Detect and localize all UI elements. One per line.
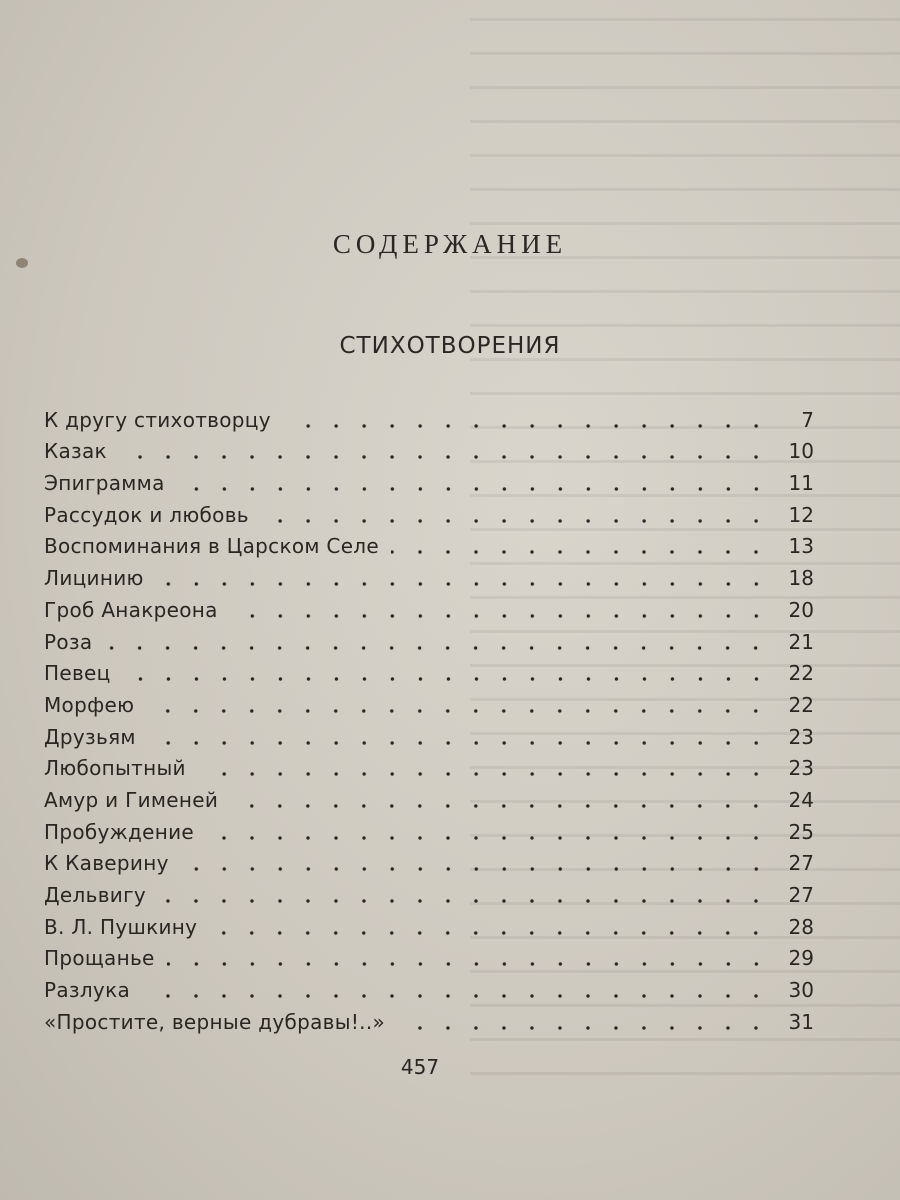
toc-entry-page: 11 (788, 471, 814, 496)
toc-entry-page: 18 (788, 566, 814, 591)
toc-entry-title: «Простите, верные дубравы!..» (44, 1009, 386, 1034)
toc-entry-title: Эпиграмма (44, 471, 165, 496)
dot-leader (123, 676, 770, 682)
dot-leader (146, 708, 770, 714)
table-of-contents (44, 400, 814, 1034)
toc-entry-page: 25 (788, 819, 814, 844)
toc-entry-title: Певец (44, 661, 111, 686)
dot-leader (119, 454, 770, 460)
toc-entry (44, 495, 814, 527)
toc-entry (44, 558, 814, 590)
toc-entry (44, 685, 814, 717)
dot-leader (206, 835, 770, 841)
dot-leader (177, 486, 770, 492)
toc-entry (44, 844, 814, 876)
toc-entry-title: Казак (44, 439, 107, 464)
dot-leader (397, 1025, 770, 1031)
dot-leader (148, 740, 770, 746)
toc-entry-page: 21 (788, 629, 814, 654)
toc-entry (44, 780, 814, 812)
toc-entry-page: 23 (788, 724, 814, 749)
toc-entry-page: 13 (788, 534, 814, 559)
toc-entry (44, 875, 814, 907)
toc-entry-title: К Каверину (44, 851, 169, 876)
toc-entry (44, 970, 814, 1002)
toc-entry (44, 812, 814, 844)
toc-entry-page: 10 (788, 439, 814, 464)
toc-entry (44, 432, 814, 464)
toc-entry-title: Воспоминания в Царском Селе (44, 534, 379, 559)
toc-entry-title: Прощанье (44, 946, 155, 971)
dot-leader (142, 993, 770, 999)
toc-entry (44, 654, 814, 686)
dot-leader (104, 645, 770, 651)
dot-leader (391, 549, 770, 555)
dot-leader (167, 961, 770, 967)
dot-leader (261, 518, 770, 524)
toc-entry-title: Амур и Гименей (44, 787, 219, 812)
toc-entry-page: 22 (788, 692, 814, 717)
dot-leader (230, 803, 770, 809)
toc-entry-page: 27 (788, 883, 814, 907)
toc-entry-page: 20 (788, 597, 814, 622)
toc-entry-page: 30 (788, 978, 814, 1003)
contents-heading: СОДЕРЖАНИЕ (332, 229, 568, 259)
section-heading: СТИХОТВОРЕНИЯ (339, 333, 561, 359)
toc-entry-page: 12 (788, 502, 814, 527)
toc-entry-title: Роза (44, 629, 93, 654)
toc-entry-page: 24 (788, 787, 814, 812)
toc-entry-title: Рассудок и любовь (44, 502, 249, 527)
toc-entry (44, 907, 814, 939)
toc-entry-title: В. Л. Пушкину (44, 914, 198, 939)
dot-leader (283, 423, 770, 429)
toc-entry-title: Разлука (44, 978, 131, 1003)
toc-entry (44, 717, 814, 749)
toc-entry-title: Гроб Анакреона (44, 597, 218, 622)
toc-entry (44, 590, 814, 622)
dot-leader (156, 581, 770, 587)
toc-entry-page: 29 (788, 946, 814, 971)
dot-leader (181, 866, 770, 872)
toc-entry-page: 27 (788, 851, 814, 876)
toc-entry-title: Пробуждение (44, 819, 194, 844)
toc-entry-title: Морфею (44, 692, 135, 717)
toc-entry (44, 1002, 814, 1034)
toc-entry (44, 622, 814, 654)
toc-entry (44, 463, 814, 495)
toc-entry-page: 7 (801, 407, 814, 432)
toc-entry-title: К другу стихотворцу (44, 407, 271, 432)
toc-entry (44, 527, 814, 559)
dot-leader (209, 930, 770, 936)
toc-entry-title: Друзьям (44, 724, 136, 749)
dot-leader (230, 613, 770, 619)
toc-entry-page: 28 (788, 914, 814, 939)
toc-entry (44, 749, 814, 781)
dot-leader (198, 771, 770, 777)
toc-entry (44, 939, 814, 971)
toc-entry-title: Лицинию (44, 566, 144, 591)
toc-entry-title: Дельвигу (44, 883, 147, 907)
dot-leader (158, 898, 770, 904)
page-number: 457 (400, 1055, 440, 1079)
toc-entry-page: 31 (788, 1009, 814, 1034)
toc-entry-page: 22 (788, 661, 814, 686)
toc-entry-page: 23 (788, 756, 814, 781)
toc-entry (44, 400, 814, 432)
toc-entry-title: Любопытный (44, 756, 186, 781)
